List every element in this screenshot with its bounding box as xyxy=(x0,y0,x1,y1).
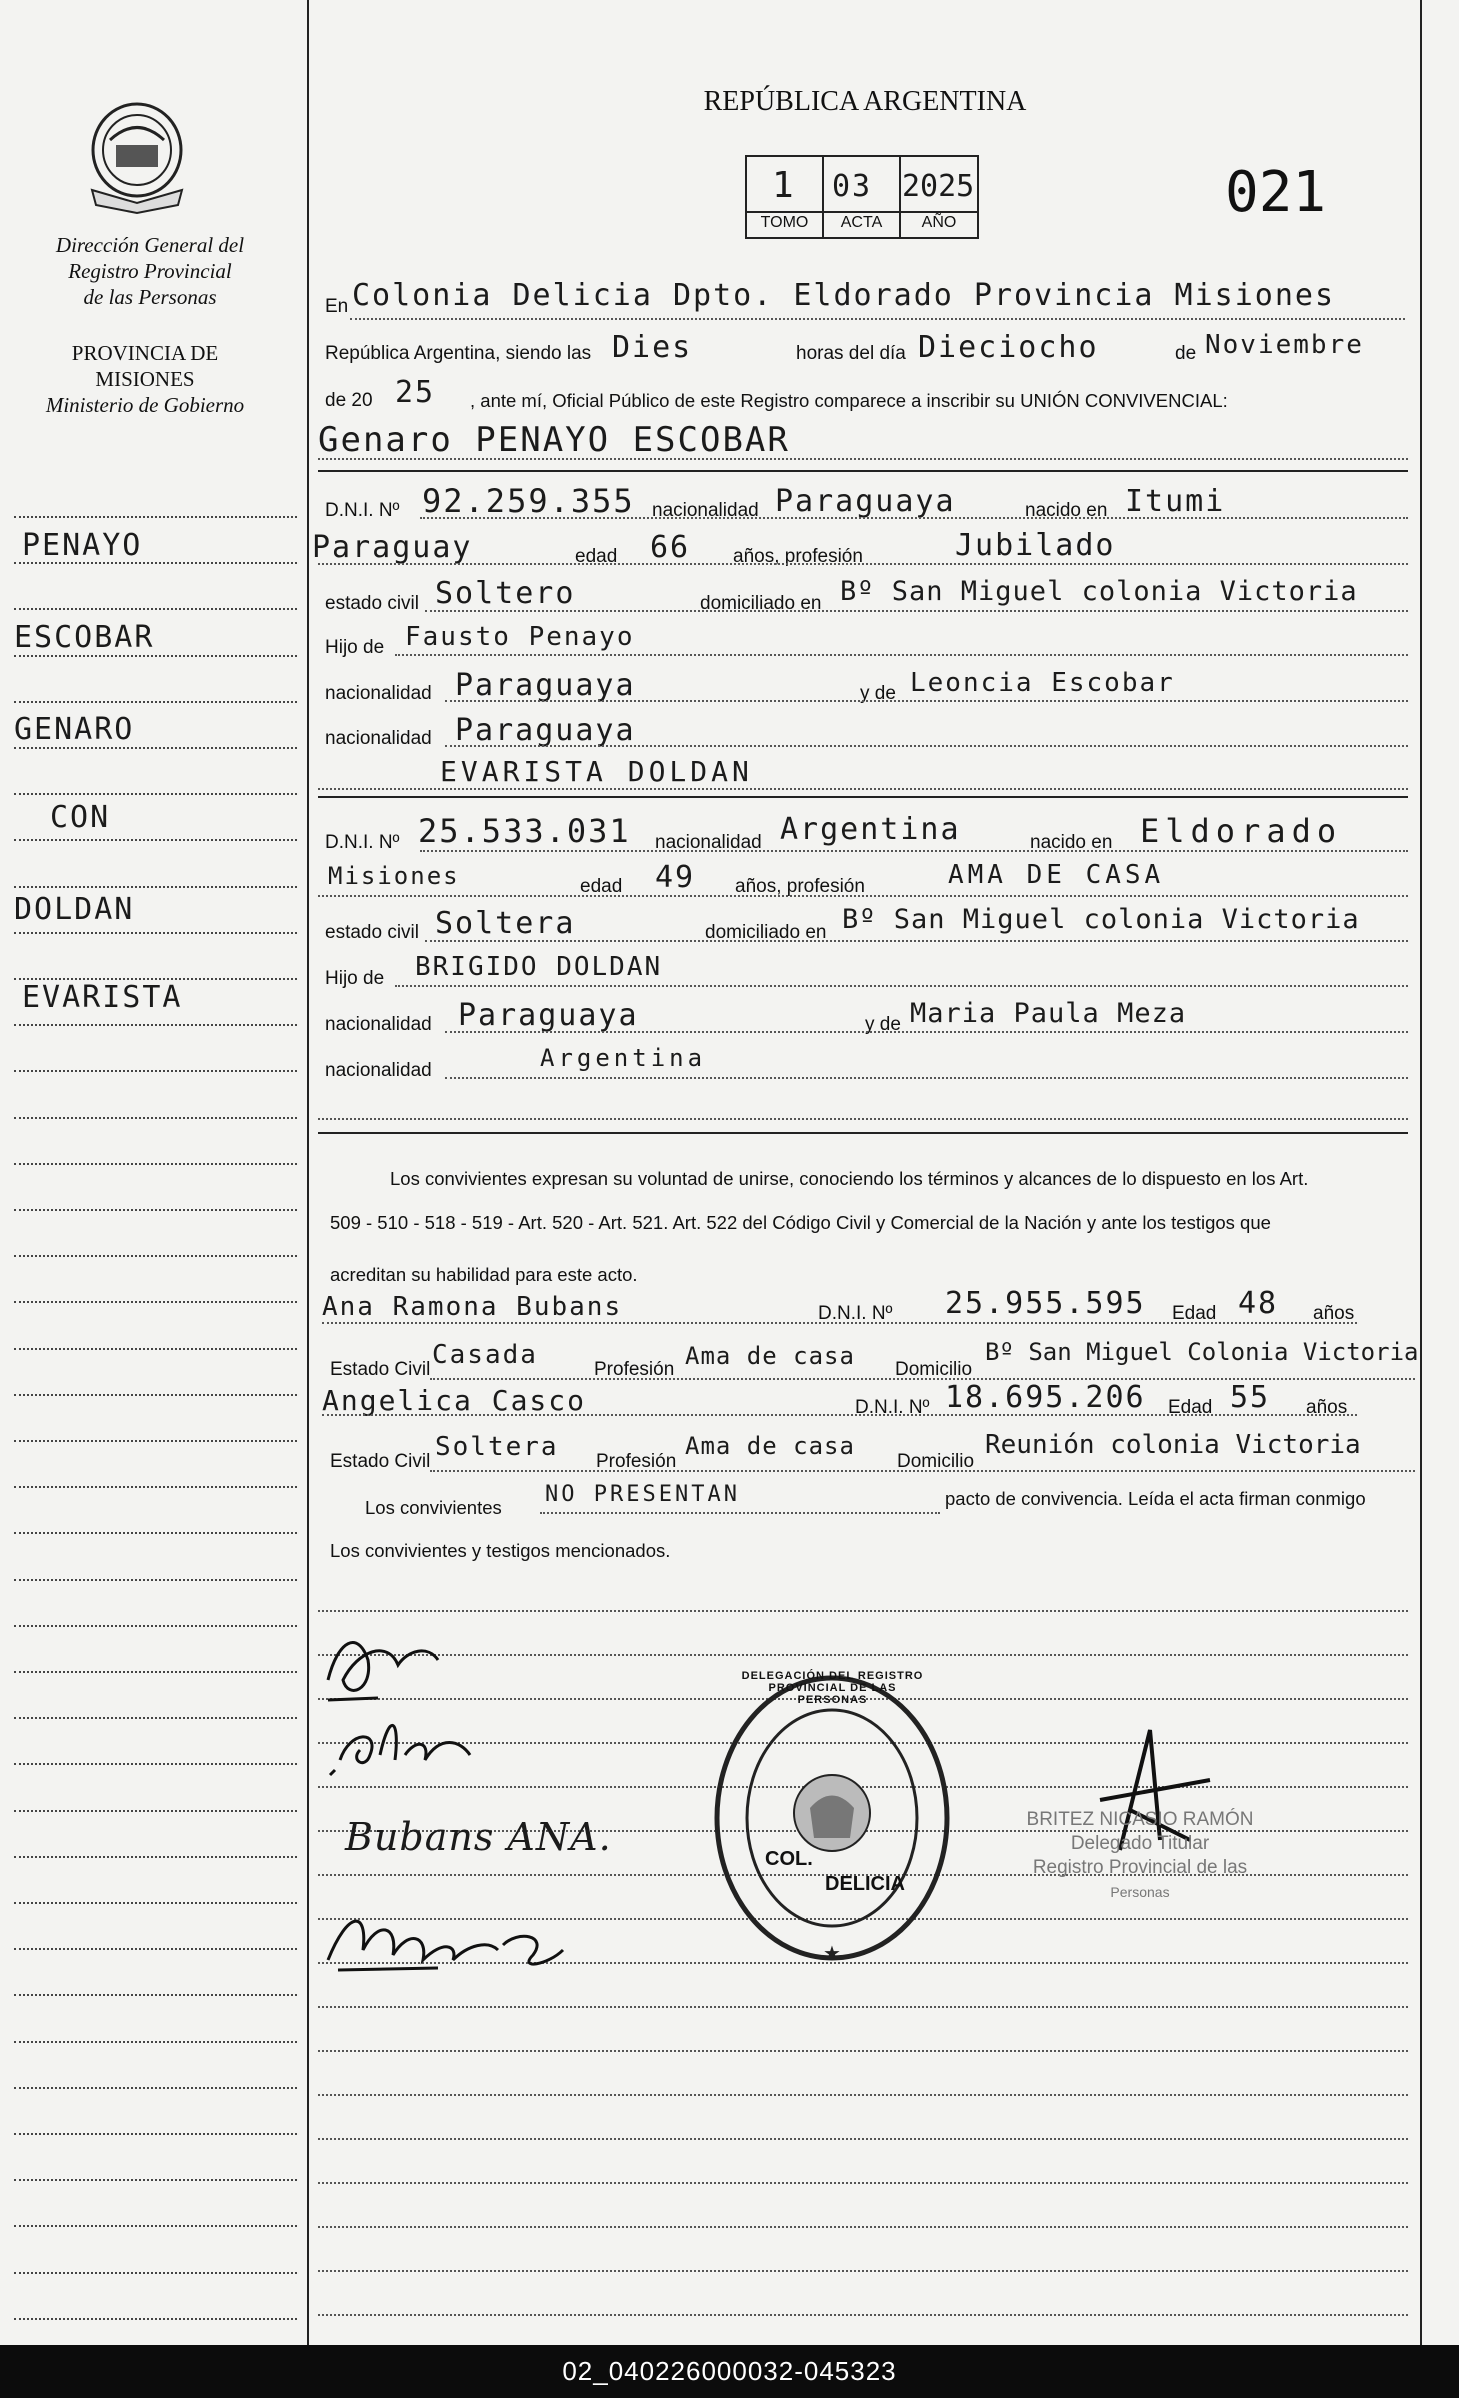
p2-dni-label: D.N.I. Nº xyxy=(325,832,400,853)
p2-father: BRIGIDO DOLDAN xyxy=(415,952,663,982)
p2-nac3-label: nacionalidad xyxy=(325,1060,432,1081)
margin-dotted-line xyxy=(14,1440,297,1442)
agency-line-3: de las Personas xyxy=(83,285,217,309)
margin-dotted-line xyxy=(14,2318,297,2320)
p1-mother: Leoncia Escobar xyxy=(910,668,1175,698)
margin-dotted-line xyxy=(14,1625,297,1627)
p2-row4-line xyxy=(395,985,1408,987)
person1-name: Genaro PENAYO ESCOBAR xyxy=(318,420,790,460)
p2-row7-line xyxy=(318,1118,1408,1120)
margin-dotted-line xyxy=(14,2087,297,2089)
margin-dotted-line xyxy=(14,2272,297,2274)
margin-dotted-line xyxy=(14,1671,297,1673)
registry-stamp xyxy=(710,1668,955,1968)
margin-dotted-line xyxy=(14,1394,297,1396)
p2-age: 49 xyxy=(655,860,696,895)
p1-address: Bº San Miguel colonia Victoria xyxy=(840,576,1358,607)
province-line-2: MISIONES xyxy=(95,367,195,391)
margin-note-3: GENARO xyxy=(14,712,135,747)
margin-dotted-line xyxy=(14,1994,297,1996)
p1-father: Fausto Penayo xyxy=(405,622,635,652)
w1-profession: Ama de casa xyxy=(685,1342,855,1370)
w2-address: Reunión colonia Victoria xyxy=(985,1430,1361,1460)
p1-birthplace2: Paraguay xyxy=(312,530,473,565)
month-value: Noviembre xyxy=(1205,330,1364,360)
margin-dotted-line xyxy=(14,1902,297,1904)
official-stamp-line3: Registro Provincial de las xyxy=(1032,1857,1248,1878)
official-stamp-line4: Personas xyxy=(1110,1884,1170,1900)
signature-dotted-line xyxy=(318,2138,1408,2140)
volume-box xyxy=(745,155,979,239)
footer-code: 02_040226000032-045323 xyxy=(0,2345,1459,2398)
margin-note-4: CON xyxy=(50,800,111,835)
p2-mother: Maria Paula Meza xyxy=(910,998,1187,1029)
acta-label: ACTA xyxy=(840,214,883,231)
signature-dotted-line xyxy=(318,2050,1408,2052)
margin-dotted-line xyxy=(14,1117,297,1119)
p2-row6-line xyxy=(445,1077,1408,1079)
w2-prof-label: Profesión xyxy=(596,1451,677,1472)
margin-dotted-line xyxy=(14,1301,297,1303)
closing-line-2: Los convivientes y testigos mencionados. xyxy=(330,1540,671,1561)
p1-row6-line xyxy=(445,745,1408,747)
w1-civil: Casada xyxy=(432,1340,538,1370)
p1-nationality: Paraguaya xyxy=(775,484,956,519)
p1-row4-line xyxy=(395,654,1408,656)
closing-conv-label: Los convivientes xyxy=(365,1497,502,1518)
margin-note-2: ESCOBAR xyxy=(14,620,155,655)
agency-line-1: Dirección General del xyxy=(55,233,245,257)
signature-4 xyxy=(318,1890,578,1985)
p2-prof-label: años, profesión xyxy=(735,876,865,897)
w1-age: 48 xyxy=(1238,1286,1279,1321)
day-value: Dieciocho xyxy=(918,330,1099,365)
w1-dni: 25.955.595 xyxy=(945,1286,1146,1321)
p1-edad-label: edad xyxy=(575,546,618,567)
margin-dotted-line xyxy=(14,2133,297,2135)
w2-civil-label: Estado Civil xyxy=(330,1451,431,1472)
p1-civil: Soltero xyxy=(435,576,576,611)
anio-label: AÑO xyxy=(921,214,957,231)
p1-row7-line xyxy=(318,788,1408,790)
tomo-label: TOMO xyxy=(760,214,809,231)
p2-birthplace2: Misiones xyxy=(328,862,460,890)
signature-dotted-line xyxy=(318,2314,1408,2316)
p1-yde-label: y de xyxy=(860,683,896,704)
margin-dotted-line xyxy=(14,2225,297,2227)
p2-father-nat: Paraguaya xyxy=(458,998,639,1033)
margin-dotted-line xyxy=(14,2041,297,2043)
margin-dotted-line xyxy=(14,932,297,934)
p1-dni: 92.259.355 xyxy=(422,482,635,520)
margin-dotted-line xyxy=(14,839,297,841)
p2-mother-nat: Argentina xyxy=(540,1044,707,1072)
margin-dotted-line xyxy=(14,747,297,749)
p1-father-nat: Paraguaya xyxy=(455,668,636,703)
person2-top-rule xyxy=(318,796,1408,798)
person1-name-underline xyxy=(318,458,1408,460)
margin-dotted-line xyxy=(14,1717,297,1719)
signature-dotted-line xyxy=(318,2270,1408,2272)
w1-edad-label: Edad xyxy=(1172,1303,1217,1324)
margin-note-5: DOLDAN xyxy=(14,892,135,927)
margin-dotted-line xyxy=(14,1532,297,1534)
p2-nac2-label: nacionalidad xyxy=(325,1014,432,1035)
signature-dotted-line xyxy=(318,2006,1408,2008)
stamp-center-1: COL. xyxy=(765,1848,813,1870)
signature-dotted-line xyxy=(318,1610,1408,1612)
province-line-1: PROVINCIA DE xyxy=(71,341,219,365)
month-de-label: de xyxy=(1175,343,1197,364)
p1-dom-label: domiciliado en xyxy=(700,593,822,614)
person2-name: EVARISTA DOLDAN xyxy=(440,755,753,788)
margin-dotted-line xyxy=(14,516,297,518)
statement-line-1: Los convivientes expresan su voluntad de unirse, conociendo los términos y alcances de lo dispuesto en los Art. xyxy=(390,1168,1309,1189)
official-stamp-line2: Delegado Titular xyxy=(1070,1833,1210,1854)
margin-dotted-line xyxy=(14,655,297,657)
country-title: REPÚBLICA ARGENTINA xyxy=(703,86,1027,117)
statement-top-rule xyxy=(318,1132,1408,1134)
p1-nacido-label: nacido en xyxy=(1025,500,1108,521)
hour-value: Dies xyxy=(612,330,693,365)
w2-age: 55 xyxy=(1230,1380,1271,1415)
w2-name: Angelica Casco xyxy=(322,1384,587,1417)
w2-civil: Soltera xyxy=(435,1432,559,1462)
signature-dotted-line xyxy=(318,2182,1408,2184)
w1-dom-label: Domicilio xyxy=(895,1359,973,1380)
p2-profession: AMA DE CASA xyxy=(948,860,1165,890)
w1-address: Bº San Miguel Colonia Victoria xyxy=(985,1338,1419,1366)
w2-edad-label: Edad xyxy=(1168,1397,1213,1418)
official-stamp-name: BRITEZ NICASIO RAMÓN xyxy=(1026,1809,1254,1830)
margin-dotted-line xyxy=(14,1810,297,1812)
p2-row3-line xyxy=(425,940,1408,942)
p1-prof-label: años, profesión xyxy=(733,546,863,567)
p2-edad-label: edad xyxy=(580,876,623,897)
p1-row5-line xyxy=(445,700,1408,702)
person1-top-rule xyxy=(318,470,1408,472)
w2-dom-label: Domicilio xyxy=(897,1451,975,1472)
stamp-center-2: DELICIA xyxy=(825,1873,905,1895)
w1-dni-label: D.N.I. Nº xyxy=(818,1303,893,1324)
margin-note-6: EVARISTA xyxy=(22,980,183,1015)
p2-dni: 25.533.031 xyxy=(418,812,631,850)
w1-anos-label: años xyxy=(1313,1303,1355,1324)
statement-line-3: acreditan su habilidad para este acto. xyxy=(330,1264,638,1285)
closing-line xyxy=(540,1512,940,1514)
p1-mother-nat: Paraguaya xyxy=(455,713,636,748)
margin-dotted-line xyxy=(14,1856,297,1858)
p2-row2-line xyxy=(318,895,1408,897)
acta-value: 03 xyxy=(832,169,873,204)
p2-row5-line xyxy=(445,1031,1408,1033)
w2-dni: 18.695.206 xyxy=(945,1380,1146,1415)
statement-line-2: 509 - 510 - 518 - 519 - Art. 520 - Art. 521. Art. 522 del Código Civil y Comercial de la Nación y ante los testigos que xyxy=(330,1212,1271,1233)
closing-pacto-text: pacto de convivencia. Leída el acta firman conmigo xyxy=(945,1488,1366,1509)
margin-dotted-line xyxy=(14,1024,297,1026)
p1-nac3-label: nacionalidad xyxy=(325,728,432,749)
margin-dotted-line xyxy=(14,1163,297,1165)
en-label: En xyxy=(325,296,349,317)
signature-3: Bubans ANA. xyxy=(345,1815,612,1859)
anio-value: 2025 xyxy=(902,169,975,204)
official-stamp xyxy=(990,1808,1290,1904)
signature-dotted-line xyxy=(318,2226,1408,2228)
agency-line-2: Registro Provincial xyxy=(68,259,232,283)
margin-dotted-line xyxy=(14,701,297,703)
w1-detail-line xyxy=(430,1378,1415,1380)
right-border-line xyxy=(1420,0,1422,2345)
left-border-line xyxy=(307,0,309,2345)
margin-dotted-line xyxy=(14,1486,297,1488)
margin-dotted-line xyxy=(14,1579,297,1581)
p1-civil-label: estado civil xyxy=(325,593,419,614)
province-seal xyxy=(80,95,195,215)
signature-dotted-line xyxy=(318,2094,1408,2096)
w1-civil-label: Estado Civil xyxy=(330,1359,431,1380)
p2-nac-label: nacionalidad xyxy=(655,832,762,853)
margin-dotted-line xyxy=(14,1348,297,1350)
w2-anos-label: años xyxy=(1306,1397,1348,1418)
p2-civil: Soltera xyxy=(435,906,576,941)
place-underline xyxy=(350,318,1405,320)
p1-dni-label: D.N.I. Nº xyxy=(325,500,400,521)
volume-box-label-row xyxy=(747,211,977,213)
p1-age: 66 xyxy=(650,530,691,565)
p2-row1-line xyxy=(420,850,1408,852)
w2-dni-label: D.N.I. Nº xyxy=(855,1397,930,1418)
w1-name: Ana Ramona Bubans xyxy=(322,1292,623,1322)
place-value: Colonia Delicia Dpto. Eldorado Provincia Misiones xyxy=(352,278,1336,313)
w1-line xyxy=(322,1322,1357,1324)
p1-nac2-label: nacionalidad xyxy=(325,683,432,704)
p2-dom-label: domiciliado en xyxy=(705,922,827,943)
p2-address: Bº San Miguel colonia Victoria xyxy=(842,904,1360,935)
margin-note-1: PENAYO xyxy=(22,528,143,563)
stamp-ring-text: DELEGACIÓN DEL REGISTRO PROVINCIAL DE LAS PERSONAS xyxy=(741,1670,924,1706)
margin-dotted-line xyxy=(14,1763,297,1765)
p2-yde-label: y de xyxy=(865,1014,901,1035)
p1-nac-label: nacionalidad xyxy=(652,500,759,521)
svg-text:★: ★ xyxy=(823,1943,841,1965)
p2-nacido-label: nacido en xyxy=(1030,832,1113,853)
w1-prof-label: Profesión xyxy=(594,1359,675,1380)
year-prefix-label: de 20 xyxy=(325,390,373,411)
margin-dotted-line xyxy=(14,608,297,610)
province-name xyxy=(0,340,290,418)
tomo-value: 1 xyxy=(772,165,796,206)
republica-label: República Argentina, siendo las xyxy=(325,343,592,364)
p2-hijo-label: Hijo de xyxy=(325,968,385,989)
p1-profession: Jubilado xyxy=(955,528,1116,563)
margin-dotted-line xyxy=(14,1070,297,1072)
p1-birthplace: Itumi xyxy=(1125,484,1226,519)
margin-dotted-line xyxy=(14,1209,297,1211)
year-value: 25 xyxy=(395,375,436,410)
horas-label: horas del día xyxy=(796,343,906,364)
margin-dotted-line xyxy=(14,1255,297,1257)
p1-row2-line xyxy=(318,563,1408,565)
oficial-text: , ante mí, Oficial Público de este Registro comparece a inscribir su UNIÓN CONVIVENCIAL: xyxy=(470,390,1228,411)
p2-civil-label: estado civil xyxy=(325,922,419,943)
margin-dotted-line xyxy=(14,886,297,888)
w2-detail-line xyxy=(430,1470,1415,1472)
w2-profession: Ama de casa xyxy=(685,1432,855,1460)
signature-2 xyxy=(320,1700,520,1795)
p2-birthplace: Eldorado xyxy=(1140,812,1343,850)
p1-row3-line xyxy=(425,610,1408,612)
margin-dotted-line xyxy=(14,793,297,795)
margin-dotted-line xyxy=(14,2179,297,2181)
p1-hijo-label: Hijo de xyxy=(325,637,385,658)
w2-line xyxy=(322,1414,1357,1416)
p1-row1-line xyxy=(420,517,1408,519)
p2-nationality: Argentina xyxy=(780,812,961,847)
margin-dotted-line xyxy=(14,1948,297,1950)
record-number: 021 xyxy=(1225,160,1327,225)
ministry-name: Ministerio de Gobierno xyxy=(45,393,245,417)
closing-pacto-value: NO PRESENTAN xyxy=(545,1482,740,1507)
agency-name xyxy=(0,232,300,310)
